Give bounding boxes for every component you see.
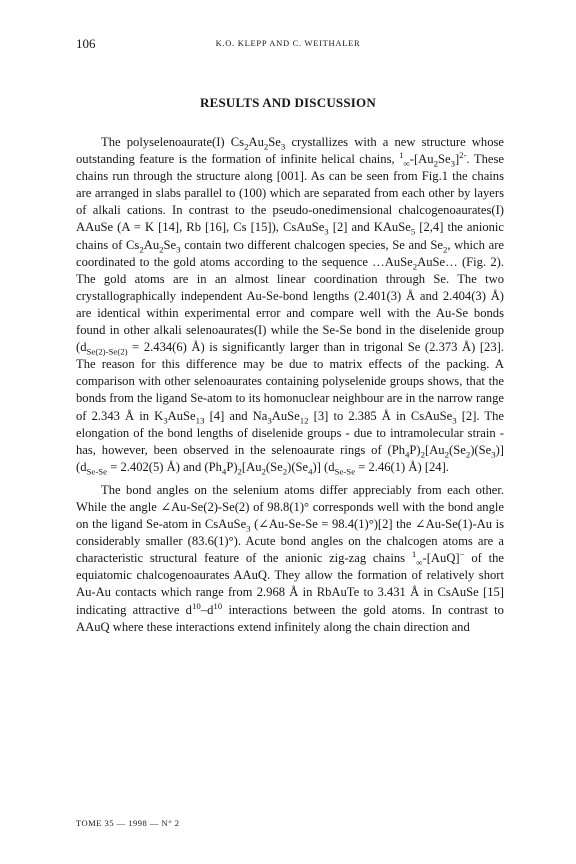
paragraph-1: The polyselenoaurate(I) $Cs_2Au_2Se_3$ crystallizes with a new structure whose outstanding feature is the formation of infinite helical chains, $^1_\infty-[Au_2Se_3]^{2-}$. These chains run through the structure along [001]. As can be seen from Fig.1 the chains are arranged in slabs parallel to (100) which are separated from each other by layers of alkali cations. In contrast to the pseudo-onedimensional chalcogenoaurates(I) AAuSe (A = K [14], Rb [16], Cs [15]), CsAuSe$_3$ [2] and KAuSe$_5$ [2,4] the anionic chains of $Cs_2Au_2Se_3$ contain two different chalcogen species, Se and $Se_2$, which are coordinated to the gold atoms according to the sequence …AuSe$_2$AuSe… (Fig. 2). The gold atoms are in an almost linear coordination through Se. The two crystallographically independent Au-Se-bond lengths (2.401(3) Å and 2.404(3) Å) are identical within experimental error and compare well with the Au-Se bonds found in other alkali selenoaurates(I) while the Se-Se bond in the diselenide group ($d_{Se(2)-Se(2)} = 2.434(6)$ Å) is significantly larger than in trigonal Se (2.373 Å) [23]. The reason for this difference may be due to matrix effects of the packing. A comparison with other selenoaurates containing polyselenide groups shows, that the bonds from the ligand Se-atom to its homonuclear neighbour are in the narrow range of 2.343 Å in $K_3AuSe_{13}$ [4] and $Na_3AuSe_{12}$ [3] to 2.385 Å in CsAuSe$_3$ [2]. The elongation of the bond lengths of diselenide groups - due to intramolecular strain - has, however, been observed in the selenoaurate rings of $(Ph_4P)_2[Au_2(Se_2)(Se_3)] (d_{Se-Se} = 2.402(5)$ Å) and $(Ph_4P)_2[Au_2(Se_2)(Se_4)] (d_{Se-Se} = 2.46(1)$ Å) [24]. (76, 135, 505, 477)
page-number: 106 (76, 36, 96, 51)
page-footer: TOME 35 — 1998 — N° 2 (76, 818, 180, 828)
body-text (76, 134, 504, 636)
page-header (76, 36, 500, 52)
running-head: K.O. KLEPP AND C. WEITHALER (215, 38, 361, 48)
paragraph-2: The bond angles on the selenium atoms differ appreciably from each other. While the angle ∠Au-Se(2)-Se(2) of 98.8(1)° corresponds well with the bond angle on the ligand Se-atom in CsAuSe$_3$ (∠Au-Se-Se = 98.4(1)°)[2] the ∠Au-Se(1)-Au is considerably smaller (83.6(1)°). Acute bond angles on the chalcogen atoms are a characteristic structural feature of the anionic zig-zag chains $^1_\infty$-[AuQ]− of the equiatomic chalcogenoaurates AAuQ. They allow the formation of relatively short Au-Au contacts which range from 2.968 Å in RbAuTe to 3.431 Å in CsAuSe [15] indicating attractive $d^{10}-d^{10}$ interactions between the gold atoms. In contrast to AAuQ where these interactions extend infinitely along the chain direction and (76, 482, 504, 634)
section-title: RESULTS AND DISCUSSION (200, 95, 376, 110)
